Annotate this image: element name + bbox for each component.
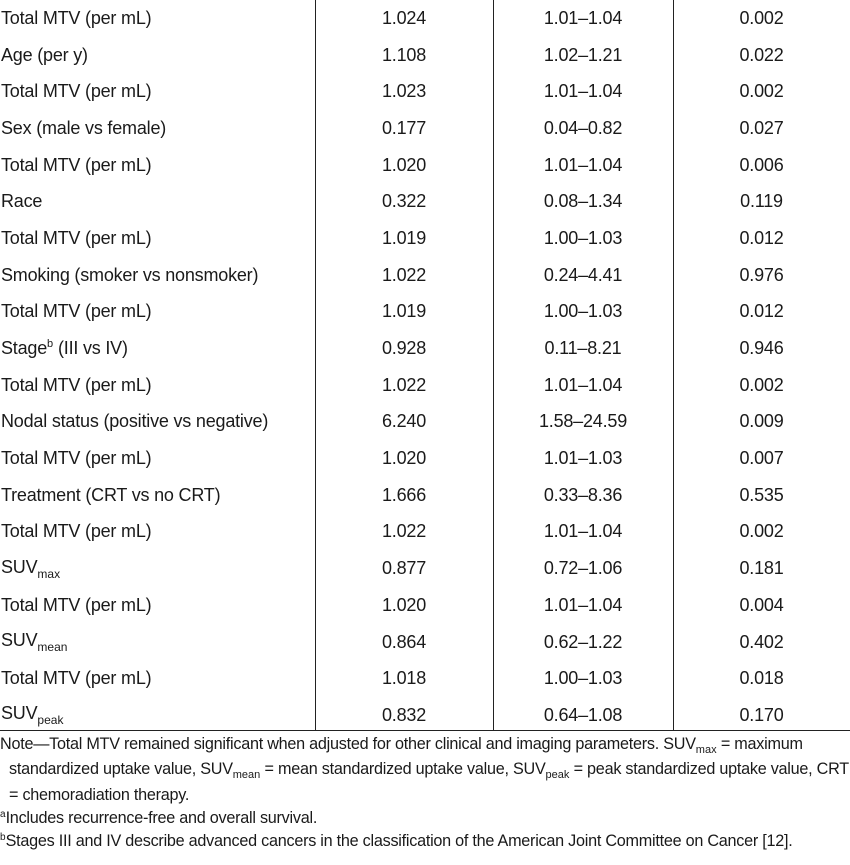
hazard-ratio-cell: 0.177 (381, 117, 427, 138)
hazard-ratio-cell: 0.832 (381, 704, 427, 725)
variable-subscript: peak (37, 713, 64, 728)
variable-label: Nodal status (positive vs negative) (1, 411, 269, 432)
confidence-interval-cell: 0.33–8.36 (543, 484, 623, 505)
confidence-interval-cell: 1.01–1.04 (543, 154, 623, 175)
table-row (0, 73, 850, 110)
hazard-ratio-cell: 1.019 (381, 301, 427, 322)
hazard-ratio-cell: 1.666 (381, 484, 427, 505)
variable-cell (0, 595, 315, 616)
confidence-interval-cell: 1.00–1.03 (543, 668, 623, 689)
hazard-ratio-cell: 0.928 (381, 338, 427, 359)
hazard-ratio-cell: 1.022 (381, 374, 427, 395)
p-value-cell: 0.007 (739, 448, 784, 469)
variable-label: Total MTV (per mL) (1, 668, 152, 689)
confidence-interval-cell: 1.01–1.03 (543, 448, 623, 469)
hazard-ratio-cell: 1.018 (381, 668, 427, 689)
table-bottom-rule (0, 730, 850, 731)
p-value-cell: 0.006 (739, 154, 784, 175)
table-row (0, 147, 850, 184)
confidence-interval-cell: 1.01–1.04 (543, 374, 623, 395)
variable-label: Total MTV (per mL) (1, 227, 152, 248)
table-row (0, 367, 850, 404)
variable-cell (0, 8, 315, 29)
table-row (0, 257, 850, 294)
variable-subscript: max (37, 566, 61, 581)
hazard-ratio-cell: 1.020 (381, 154, 427, 175)
p-value-cell: 0.181 (739, 558, 784, 579)
variable-label-suffix: (III vs IV) (53, 338, 128, 359)
footnote-b: $^b$Stages III and IV describe advanced cancers in the classification of the American Joint Committee on Cancer [12]. (0, 832, 793, 851)
p-value-cell: 0.009 (739, 411, 784, 432)
variable-cell (0, 411, 315, 432)
confidence-interval-cell: 0.62–1.22 (543, 631, 623, 652)
variable-label: Smoking (smoker vs nonsmoker) (1, 264, 259, 285)
hazard-ratio-cell: 1.020 (381, 448, 427, 469)
confidence-interval-cell: 0.04–0.82 (543, 117, 623, 138)
variable-label: Total MTV (per mL) (1, 7, 152, 28)
table-row (0, 183, 850, 220)
hazard-ratio-cell: 0.322 (381, 191, 427, 212)
hazard-ratio-cell: 6.240 (381, 411, 427, 432)
p-value-cell: 0.946 (739, 338, 784, 359)
confidence-interval-cell: 1.00–1.03 (543, 301, 623, 322)
variable-label: SUV (1, 703, 38, 724)
p-value-cell: 0.402 (739, 631, 784, 652)
variable-cell (0, 301, 315, 322)
p-value-cell: 0.027 (739, 117, 784, 138)
hazard-ratio-cell: 1.020 (381, 594, 427, 615)
variable-label: Total MTV (per mL) (1, 154, 152, 175)
variable-cell (0, 265, 315, 286)
column-divider (315, 0, 316, 730)
p-value-cell: 0.002 (739, 81, 784, 102)
variable-label: Race (1, 191, 43, 212)
hazard-ratio-cell: 1.019 (381, 227, 427, 248)
variable-cell (0, 521, 315, 542)
p-value-cell: 0.002 (739, 521, 784, 542)
table-row (0, 294, 850, 331)
p-value-cell: 0.170 (739, 704, 784, 725)
confidence-interval-cell: 0.72–1.06 (543, 558, 623, 579)
table-row (0, 330, 850, 367)
variable-label: Total MTV (per mL) (1, 448, 152, 469)
confidence-interval-cell: 1.58–24.59 (538, 411, 628, 432)
confidence-interval-cell: 0.24–4.41 (543, 264, 623, 285)
confidence-interval-cell: 0.64–1.08 (543, 704, 623, 725)
variable-label: Total MTV (per mL) (1, 374, 152, 395)
variable-label: SUV (1, 630, 38, 651)
confidence-interval-cell: 1.01–1.04 (543, 594, 623, 615)
table-row (0, 697, 850, 734)
variable-cell (0, 45, 315, 66)
p-value-cell: 0.002 (739, 374, 784, 395)
table-row (0, 0, 850, 37)
variable-cell (0, 155, 315, 176)
table-row (0, 550, 850, 587)
variable-cell (0, 557, 315, 581)
table-row (0, 440, 850, 477)
variable-cell (0, 338, 315, 359)
hazard-ratio-cell: 1.022 (381, 521, 427, 542)
table-row (0, 220, 850, 257)
variable-label: Sex (male vs female) (1, 117, 167, 138)
variable-label: Age (per y) (1, 44, 88, 65)
variable-cell (0, 668, 315, 689)
variable-cell (0, 448, 315, 469)
footnote-marker: b (47, 338, 54, 351)
confidence-interval-cell: 1.01–1.04 (543, 7, 623, 28)
variable-cell (0, 228, 315, 249)
footnote-note: Note—Total MTV remained significant when adjusted for other clinical and imaging parameters. $SUV_{max}$ = maximum standardized uptake value, $SUV_{mean}$ = mean standardized uptake value, $SUV_{peak}$ = peak standardized uptake value, CRT = chemoradiation therapy. (0, 735, 849, 804)
p-value-cell: 0.012 (739, 227, 784, 248)
p-value-cell: 0.119 (740, 191, 783, 212)
p-value-cell: 0.535 (739, 484, 784, 505)
variable-label: Total MTV (per mL) (1, 594, 152, 615)
variable-label: SUV (1, 556, 38, 577)
confidence-interval-cell: 1.02–1.21 (543, 44, 623, 65)
variable-subscript: mean (37, 640, 68, 655)
variable-cell (0, 191, 315, 212)
table-row (0, 477, 850, 514)
table-row (0, 404, 850, 441)
variable-label: Total MTV (per mL) (1, 521, 152, 542)
hazard-ratio-cell: 1.108 (381, 44, 427, 65)
table-row (0, 587, 850, 624)
hazard-ratio-cell: 0.864 (381, 631, 427, 652)
p-value-cell: 0.004 (739, 594, 784, 615)
p-value-cell: 0.976 (739, 264, 784, 285)
table-row (0, 514, 850, 551)
table-row (0, 110, 850, 147)
p-value-cell: 0.018 (739, 668, 784, 689)
hazard-ratio-cell: 1.022 (381, 264, 427, 285)
p-value-cell: 0.012 (739, 301, 784, 322)
variable-cell (0, 118, 315, 139)
table-footnotes (0, 735, 850, 851)
variable-label: Stage (1, 338, 48, 359)
variable-cell (0, 485, 315, 506)
table-row (0, 660, 850, 697)
variable-cell (0, 630, 315, 654)
p-value-cell: 0.022 (739, 44, 784, 65)
hazard-ratio-cell: 1.024 (381, 7, 427, 28)
variable-cell (0, 703, 315, 727)
table-row (0, 624, 850, 661)
confidence-interval-cell: 1.01–1.04 (543, 81, 623, 102)
confidence-interval-cell: 1.00–1.03 (543, 227, 623, 248)
column-divider (493, 0, 494, 730)
hazard-ratio-cell: 1.023 (381, 81, 427, 102)
p-value-cell: 0.002 (739, 7, 784, 28)
column-divider (673, 0, 674, 730)
variable-label: Total MTV (per mL) (1, 301, 152, 322)
confidence-interval-cell: 0.11–8.21 (544, 338, 622, 359)
variable-cell (0, 81, 315, 102)
confidence-interval-cell: 1.01–1.04 (543, 521, 623, 542)
hazard-ratio-cell: 0.877 (381, 558, 427, 579)
footnote-a: $^a$Includes recurrence-free and overall survival. (0, 808, 318, 827)
confidence-interval-cell: 0.08–1.34 (543, 191, 623, 212)
variable-cell (0, 375, 315, 396)
variable-label: Total MTV (per mL) (1, 81, 152, 102)
variable-label: Treatment (CRT vs no CRT) (1, 484, 221, 505)
table-row (0, 37, 850, 74)
